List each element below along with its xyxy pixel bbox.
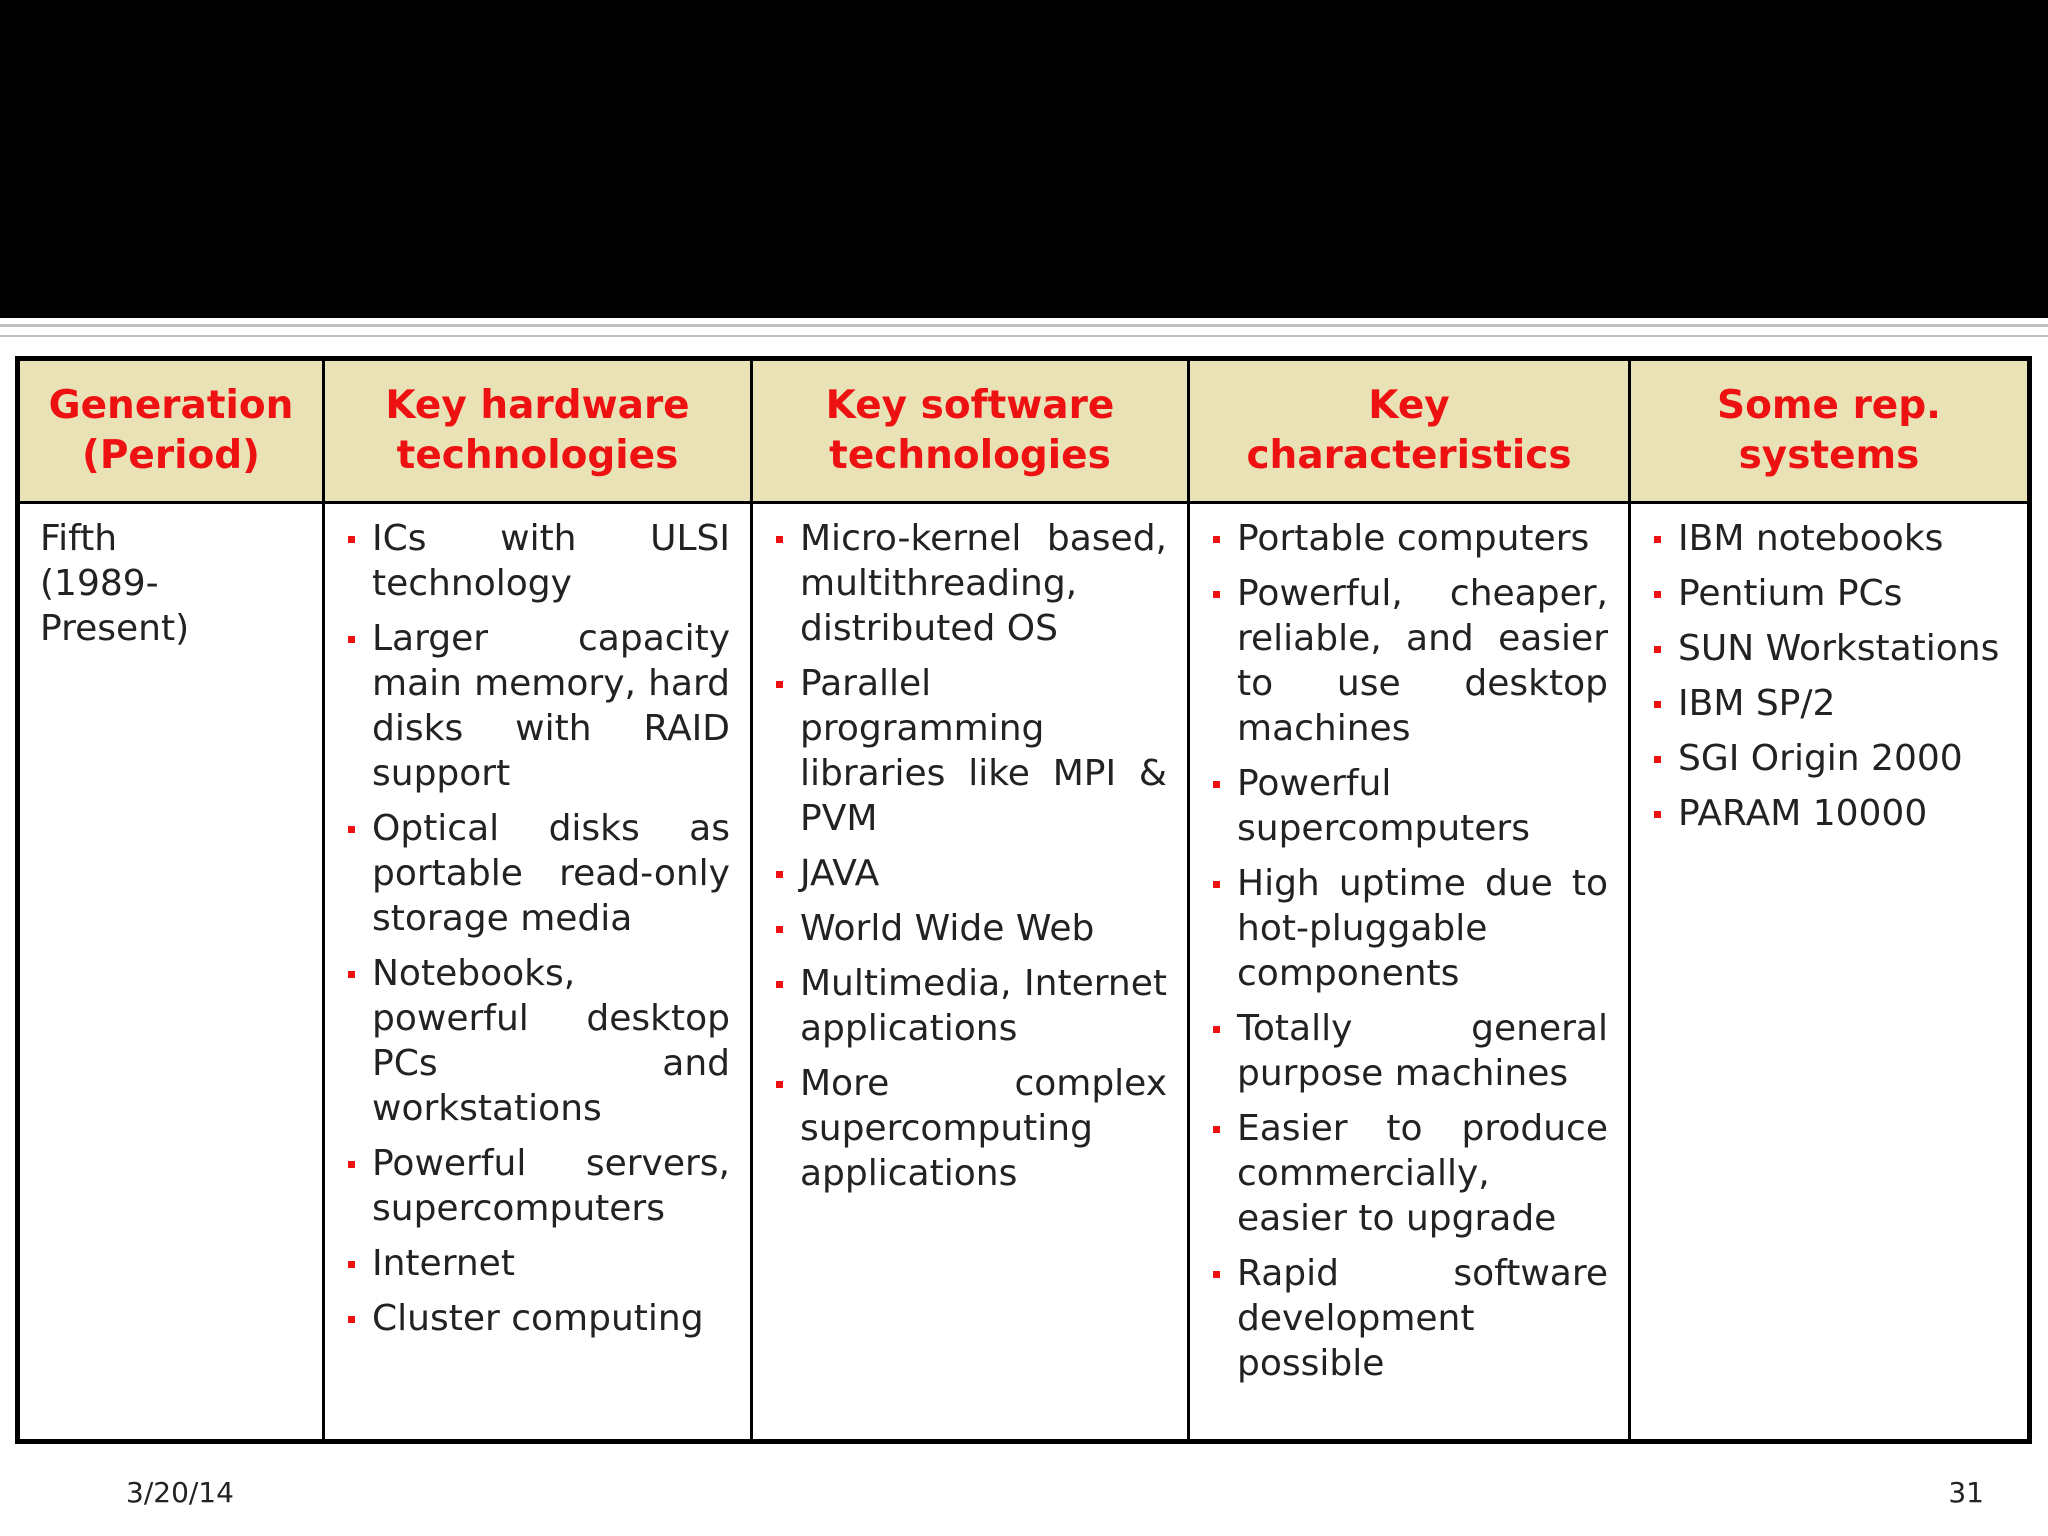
header-software: Key software technologies xyxy=(752,359,1189,503)
generation-line: Present) xyxy=(40,608,190,649)
list-item: Optical disks as portable read-only storage media xyxy=(345,806,730,941)
header-characteristics: Key characteristics xyxy=(1189,359,1630,503)
list-item: Totally general purpose machines xyxy=(1210,1006,1608,1096)
systems-list xyxy=(1651,516,2007,836)
list-item: Powerful, cheaper, reliable, and easier to use desktop machines xyxy=(1210,571,1608,751)
list-item: Parallel programming libraries like MPI & PVM xyxy=(773,661,1167,841)
list-item: Powerful servers, supercomputers xyxy=(345,1141,730,1231)
slide-date: 3/20/14 xyxy=(126,1476,234,1509)
software-list xyxy=(773,516,1167,1196)
list-item: Rapid software development possible xyxy=(1210,1251,1608,1386)
list-item: IBM notebooks xyxy=(1651,516,2007,561)
slide-page-number: 31 xyxy=(1948,1476,1984,1509)
header-systems: Some rep. systems xyxy=(1630,359,2030,503)
table-header-row xyxy=(18,359,2030,503)
header-generation: Generation (Period) xyxy=(18,359,324,503)
list-item: World Wide Web xyxy=(773,906,1167,951)
list-item: Micro-kernel based, multithreading, distributed OS xyxy=(773,516,1167,651)
header-hardware: Key hardware technologies xyxy=(324,359,752,503)
software-cell xyxy=(752,503,1189,1442)
list-item: Larger capacity main memory, hard disks with RAID support xyxy=(345,616,730,796)
list-item: JAVA xyxy=(773,851,1167,896)
list-item: Cluster computing xyxy=(345,1296,730,1341)
list-item: Pentium PCs xyxy=(1651,571,2007,616)
list-item: Internet xyxy=(345,1241,730,1286)
characteristics-list xyxy=(1210,516,1608,1386)
slide-title-bar xyxy=(0,0,2048,318)
list-item: PARAM 10000 xyxy=(1651,791,2007,836)
list-item: Powerful supercomputers xyxy=(1210,761,1608,851)
list-item: High uptime due to hot-pluggable components xyxy=(1210,861,1608,996)
list-item: ICs with ULSI technology xyxy=(345,516,730,606)
table-row xyxy=(18,503,2030,1442)
list-item: SGI Origin 2000 xyxy=(1651,736,2007,781)
hardware-list xyxy=(345,516,730,1341)
characteristics-cell xyxy=(1189,503,1630,1442)
generation-cell xyxy=(18,503,324,1442)
generations-table xyxy=(15,356,2032,1444)
generation-line: (1989- xyxy=(40,563,159,604)
list-item: Portable computers xyxy=(1210,516,1608,561)
list-item: Easier to produce commercially, easier to upgrade xyxy=(1210,1106,1608,1241)
list-item: More complex supercomputing applications xyxy=(773,1061,1167,1196)
list-item: Multimedia, Internet applications xyxy=(773,961,1167,1051)
list-item: SUN Workstations xyxy=(1651,626,2007,671)
systems-cell xyxy=(1630,503,2030,1442)
list-item: IBM SP/2 xyxy=(1651,681,2007,726)
generation-line: Fifth xyxy=(40,518,118,559)
list-item: Notebooks, powerful desktop PCs and workstations xyxy=(345,951,730,1131)
hardware-cell xyxy=(324,503,752,1442)
divider-line xyxy=(0,335,2048,337)
divider-line xyxy=(0,324,2048,327)
